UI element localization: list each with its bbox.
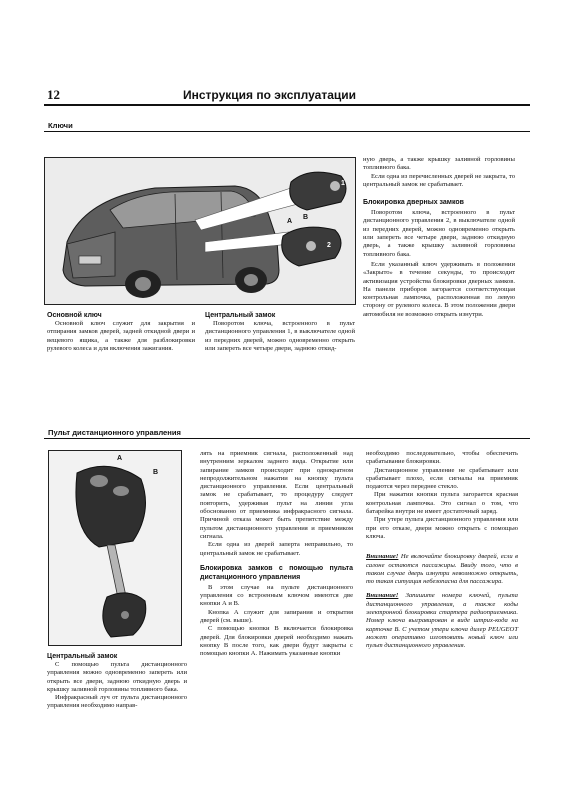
paragraph: Если одна из перечисленных дверей не закрыта, то центральный замок не срабатывает. (363, 172, 515, 188)
blocking-heading: Блокировка дверных замков (363, 199, 464, 207)
section-heading-remote: Пульт дистанционного управления (48, 428, 181, 437)
page-number: 12 (47, 87, 60, 102)
warning-text: Запишите номера ключей, пульта дистанционного управления, а также коды электронной блокировки стартера радиоприемника. Номер ключа выгравирован в виде штрих-кода на карточке В. С учетом утери ключа дилер PEUGEOT может оперативно изготовить новый ключ или пульт дистанционного управления. (366, 592, 518, 650)
caption-text: Поворотом ключа, встроенного в пульт дистанционного управления 1, в выключателе одной из передних дверей, можно одновременно открыть или запереть все четыре двери, заднюю откид- (205, 320, 355, 352)
main-key-caption (47, 311, 195, 353)
warning-note-1 (366, 553, 518, 586)
caption-title: Основной ключ (47, 312, 102, 319)
warning-text: Не включайте блокировку дверей, если в салоне остаются пассажиры. Ввиду того, что в таком случае дверь изнутри невозможно открыть, то такая ситуация небезопасна для пассажира. (366, 553, 518, 586)
paragraph: лять на приемник сигнала, расположенный над внутренним зеркалом заднего вида. Открытие или запирание замков происходит при однократном непродолжительном нажатии на кнопку пульта дистанционного управления. Если центральный замок не срабатывает, то процедуру следует повторить, удерживая пульт на линии угла обоснованно от приемника инфракрасного сигнала. Причиной отказа может быть препятствие между пультом дистанционного управления и приемником сигнала. (200, 450, 353, 540)
car-keys-illustration (44, 157, 356, 305)
callout-1: 1 (341, 180, 345, 187)
remote-blocking-heading: Блокировка замков с помощью пульта дистанционного управления (200, 564, 353, 581)
header-rule (44, 104, 530, 106)
paragraph: ную дверь, а также крышку заливной горловины топливного бака. (363, 156, 515, 172)
remote-column-2 (200, 450, 353, 659)
paragraph: Повоpотом ключа, встроенного в пульт дистанционного управления 2, в выключателе одной из передних дверей, можно одновременно открыть или запереть все четыре двери, заднюю откидную дверь, а также крышку заливной горловины топливного бака. (363, 209, 515, 258)
callout-b: B (303, 214, 309, 221)
paragraph: Кнопка А служит для запирания и открытия дверей (см. выше). (200, 608, 353, 625)
paragraph: Если указанный ключ удерживать в положении «Закрыто» в течение секунды, то происходит активизация устройства блокировки дверных замков. На панели приборов загорается соответствующая контрольная лампочка, расположенная по левую сторону от рулевого колеса. В этом положении двери автомобиля не возможно открыть изнутри. (363, 260, 515, 318)
warning-label: Внимание! (366, 592, 399, 600)
callout-2: 2 (327, 242, 331, 249)
paragraph: Дистанционное управление не срабатывает или срабатывает плохо, если сигналы на приемник подаются через переднее стекло. (366, 466, 518, 491)
warning-note-2 (366, 592, 518, 650)
callout-b: B (153, 469, 159, 476)
caption-text: Основной ключ служит для закрытия и отпирания замков дверей, задней откидной двери и вещевого ящика, а также для разблокировки рулевого колеса и для включения зажигания. (47, 320, 195, 352)
caption-title: Центральный замок (205, 312, 276, 319)
caption-text: С помощью пульта дистанционного управления можно одновременно запереть или открыть все двери, заднюю откидную дверь и крышку заливной горловины топливного бака. (47, 661, 187, 693)
warning-label: Внимание! (366, 553, 399, 561)
caption-text: Инфракрасный луч от пульта дистанционного управления необходимо направ- (47, 694, 187, 710)
section2-rule (44, 438, 530, 439)
remote-column-3 (366, 450, 518, 651)
remote-key-illustration (48, 450, 182, 646)
caption-title: Центральный замок (47, 653, 118, 660)
paragraph: С помощью кнопки В включается блокировка дверей. Для блокировки дверей необходимо нажать кнопку В после того, как двери будут закрыты с помощью кнопки А. Нажимать указанные кнопки (200, 625, 353, 658)
paragraph: Если одна из дверей заперта неправильно, то центральный замок не срабатывает. (200, 541, 353, 557)
section1-rule (44, 131, 530, 132)
paragraph: При нажатии кнопки пульта загорается красная контрольная лампочка. Это сигнал о том, что батарейка внутри не имеет достаточный заряд. (366, 491, 518, 516)
callout-a: A (117, 455, 123, 462)
central-lock-caption (205, 311, 355, 353)
keys-right-column (363, 156, 515, 319)
paragraph: В этом случае на пульте дистанционного управления со встроенным ключом имеются две кнопки А и В. (200, 583, 353, 608)
callout-a: A (287, 218, 293, 225)
paragraph: При утере пульта дистанционного управления или при его отказе, двери можно открыть с помощью ключа. (366, 516, 518, 540)
remote-caption (47, 652, 187, 711)
page-title: Инструкция по эксплуатации (183, 88, 357, 102)
paragraph: необходимо последовательно, чтобы обеспечить срабатывание блокировки. (366, 450, 518, 466)
section-heading-keys: Ключи (48, 121, 73, 130)
